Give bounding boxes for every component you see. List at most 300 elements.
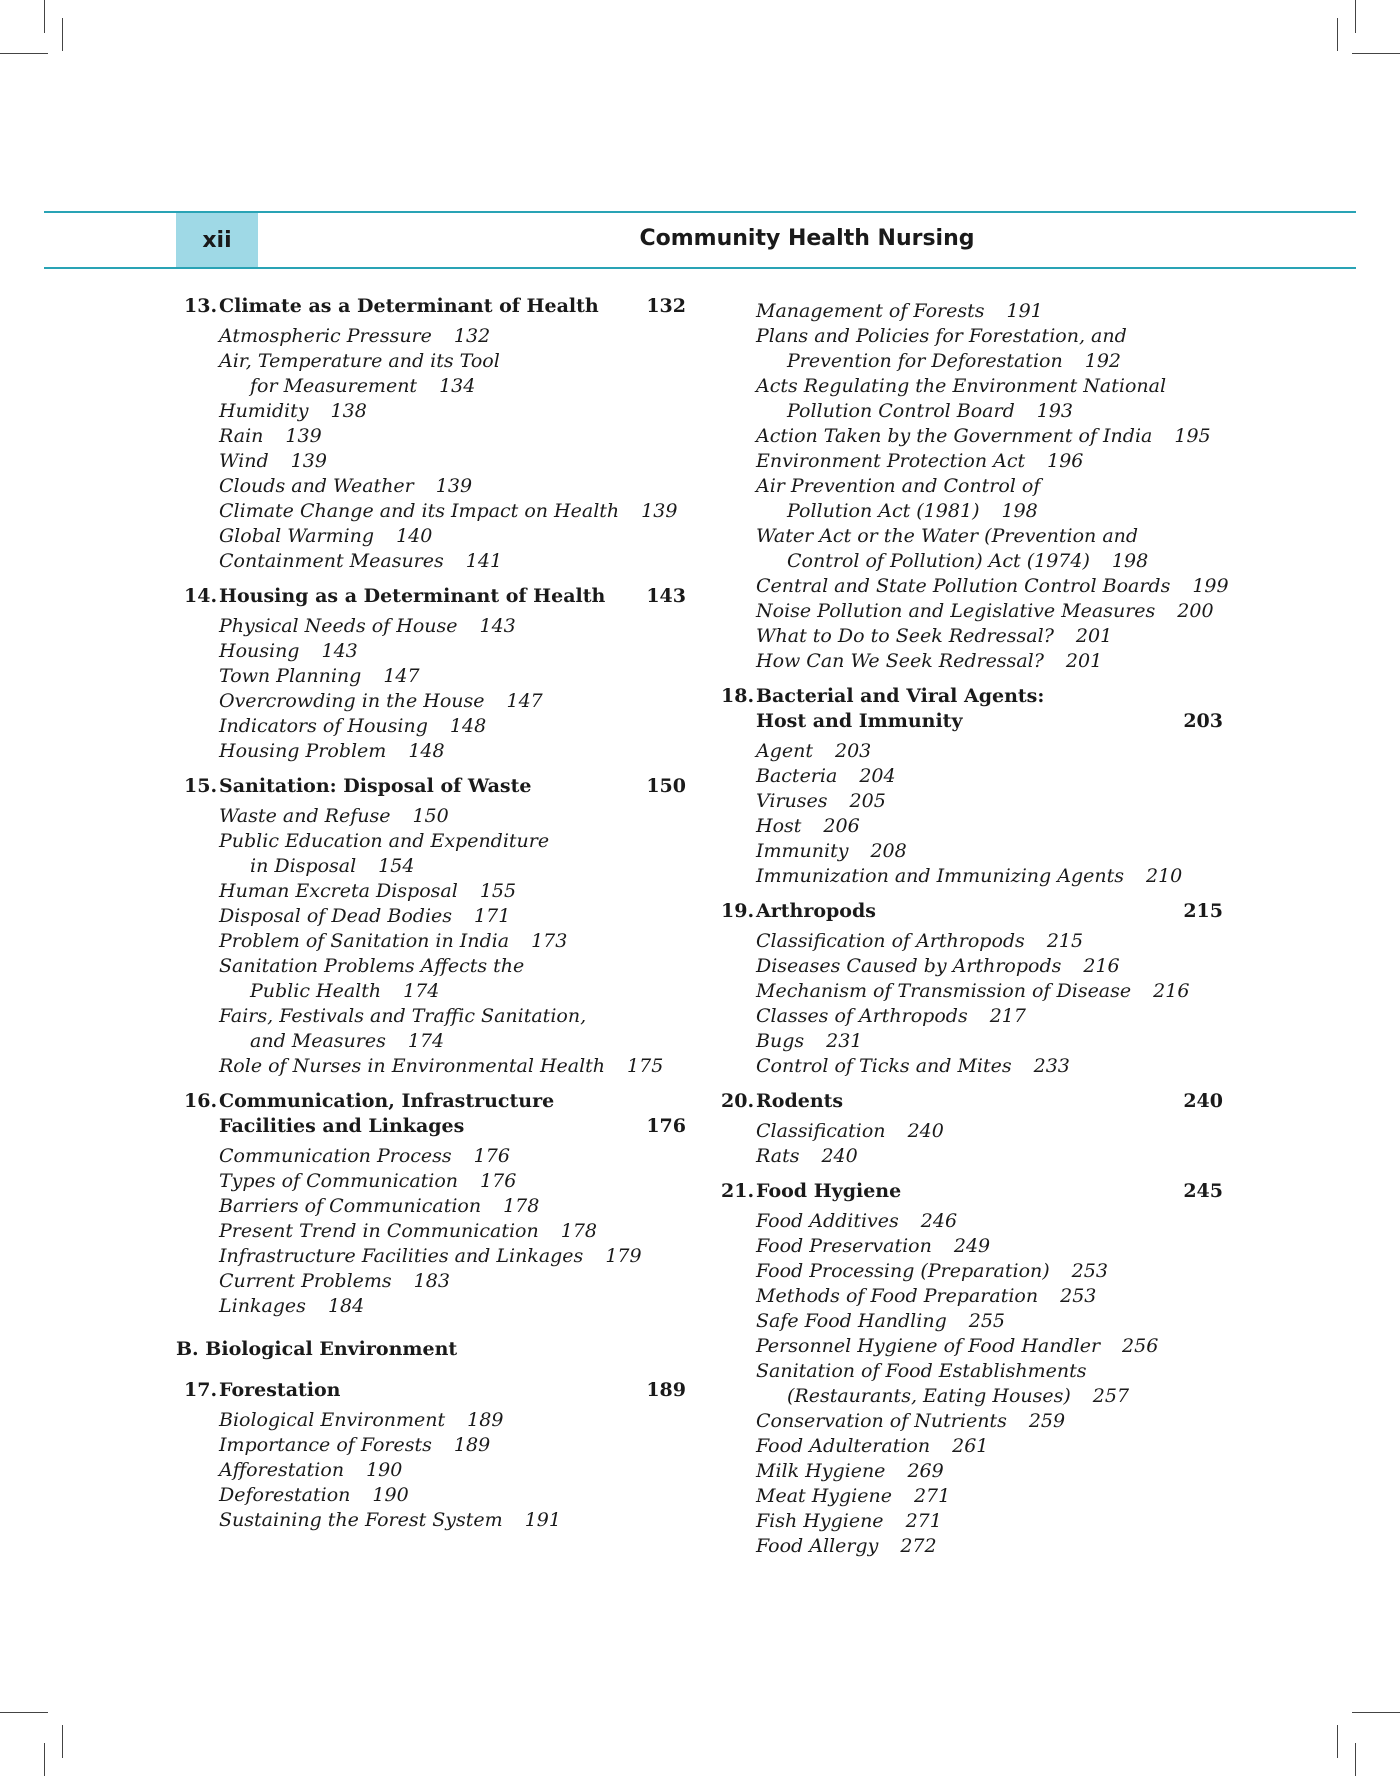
- topic-page-number: 147: [506, 690, 543, 712]
- topic-entry[interactable]: [713, 1509, 1223, 1534]
- topic-page-number: 179: [605, 1245, 642, 1267]
- topic-title: Bugs: [756, 1030, 805, 1052]
- topic-list: [713, 299, 1229, 674]
- chapter-title: Housing as a Determinant of Health: [219, 585, 606, 607]
- topic-page-number: 191: [524, 1509, 561, 1531]
- chapter-page-number: 132: [646, 295, 686, 317]
- topic-title: Deforestation: [219, 1484, 351, 1506]
- topic-page-number: 240: [821, 1145, 858, 1167]
- topic-page-number: 246: [920, 1210, 958, 1232]
- crop-mark: [1355, 1743, 1356, 1776]
- topic-entry[interactable]: [713, 979, 1223, 1004]
- topic-title: and Measures 174: [250, 1030, 445, 1052]
- crop-mark: [1352, 53, 1400, 54]
- topic-page-number: 272: [900, 1535, 937, 1557]
- page-number-box: [176, 213, 258, 267]
- topic-page-number: 198: [1001, 500, 1038, 522]
- topic-title: Housing: [219, 640, 300, 662]
- topic-page-number: 253: [1060, 1285, 1097, 1307]
- topic-title: Viruses: [756, 790, 828, 812]
- topic-list: [713, 1209, 1223, 1559]
- topic-entry[interactable]: [176, 474, 686, 499]
- topic-page-number: 143: [479, 615, 516, 637]
- topic-title: Pollution Act (1981) 198: [787, 500, 1038, 522]
- topic-title: Action Taken by the Government of India: [756, 425, 1153, 447]
- topic-page-number: 206: [823, 815, 860, 837]
- chapter-title: Arthropods: [756, 900, 876, 922]
- topic-entry[interactable]: [713, 1234, 1223, 1259]
- toc-chapter: [713, 1179, 1223, 1559]
- topic-title: Classification of Arthropods: [756, 930, 1025, 952]
- topic-title: Conservation of Nutrients: [756, 1410, 1007, 1432]
- crop-mark: [1355, 0, 1356, 33]
- topic-entry[interactable]: [176, 954, 686, 1004]
- topic-title: Food Adulteration: [756, 1435, 931, 1457]
- toc-chapter: [176, 1378, 686, 1533]
- topic-entry[interactable]: [713, 764, 1223, 789]
- topic-entry[interactable]: [713, 1259, 1223, 1284]
- topic-title: Diseases Caused by Arthropods: [756, 955, 1062, 977]
- toc-left-column: [176, 294, 686, 1543]
- topic-title: Physical Needs of House: [219, 615, 458, 637]
- toc-chapter: [176, 774, 686, 1079]
- topic-entry[interactable]: [176, 739, 686, 764]
- topic-page-number: 201: [1075, 625, 1113, 647]
- topic-list: [713, 1119, 1223, 1169]
- toc-chapter: [713, 899, 1223, 1079]
- topic-page-number: 271: [905, 1510, 942, 1532]
- topic-entry[interactable]: [713, 789, 1223, 814]
- topic-page-number: 148: [449, 715, 487, 737]
- topic-entry[interactable]: [713, 424, 1223, 449]
- topic-title: Problem of Sanitation in India: [219, 930, 510, 952]
- topic-page-number: 154: [378, 855, 415, 877]
- topic-entry[interactable]: [713, 1484, 1223, 1509]
- topic-page-number: 139: [290, 450, 327, 472]
- topic-title: Noise Pollution and Legislative Measures: [756, 600, 1156, 622]
- topic-entry[interactable]: [713, 814, 1223, 839]
- topic-title: Sustaining the Forest System: [219, 1509, 503, 1531]
- topic-entry[interactable]: [176, 1244, 686, 1269]
- topic-title: Infrastructure Facilities and Linkages: [219, 1245, 584, 1267]
- chapter-title: Food Hygiene: [756, 1180, 902, 1202]
- topic-page-number: 189: [467, 1409, 504, 1431]
- topic-page-number: 183: [413, 1270, 450, 1292]
- topic-title: Housing Problem: [219, 740, 387, 762]
- topic-title: Control of Ticks and Mites: [756, 1055, 1012, 1077]
- topic-title: Fairs, Festivals and Traffic Sanitation,: [219, 1005, 587, 1027]
- chapter-page-number: 203: [1183, 710, 1223, 732]
- chapter-heading[interactable]: [713, 684, 1223, 734]
- topic-page-number: 208: [870, 840, 907, 862]
- chapter-heading[interactable]: [176, 1089, 686, 1139]
- topic-entry[interactable]: [176, 1483, 686, 1508]
- topic-entry[interactable]: [713, 929, 1223, 954]
- topic-page-number: 271: [913, 1485, 951, 1507]
- topic-page-number: 139: [641, 500, 678, 522]
- topic-entry[interactable]: [713, 1209, 1223, 1234]
- toc-continuation: [713, 299, 1229, 674]
- topic-title: Current Problems: [219, 1270, 392, 1292]
- topic-entry[interactable]: [713, 1534, 1223, 1559]
- topic-page-number: 205: [849, 790, 886, 812]
- topic-title: Linkages: [219, 1295, 306, 1317]
- crop-mark: [1352, 1712, 1400, 1713]
- crop-mark: [44, 1743, 45, 1776]
- topic-title: Water Act or the Water (Prevention and: [756, 525, 1139, 547]
- topic-title: Fish Hygiene: [756, 1510, 884, 1532]
- topic-entry[interactable]: [713, 739, 1223, 764]
- topic-page-number: 257: [1092, 1385, 1130, 1407]
- topic-title: Safe Food Handling: [756, 1310, 947, 1332]
- topic-title: for Measurement 134: [250, 375, 476, 397]
- topic-page-number: 176: [473, 1145, 510, 1167]
- topic-title: Overcrowding in the House: [219, 690, 485, 712]
- topic-title: (Restaurants, Eating Houses) 257: [787, 1385, 1130, 1407]
- topic-title: Afforestation: [219, 1459, 345, 1481]
- topic-page-number: 249: [953, 1235, 991, 1257]
- chapter-heading[interactable]: [713, 1089, 1223, 1114]
- chapter-page-number: 240: [1183, 1090, 1223, 1112]
- topic-entry[interactable]: [713, 1459, 1223, 1484]
- topic-entry[interactable]: [713, 1284, 1223, 1309]
- topic-page-number: 204: [859, 765, 896, 787]
- topic-page-number: 253: [1071, 1260, 1108, 1282]
- topic-entry[interactable]: [176, 714, 686, 739]
- topic-title: Clouds and Weather: [219, 475, 414, 497]
- topic-entry[interactable]: [176, 829, 686, 879]
- topic-title: Town Planning: [219, 665, 362, 687]
- topic-page-number: 138: [330, 400, 367, 422]
- chapter-heading[interactable]: [176, 1378, 686, 1403]
- topic-title: Meat Hygiene: [756, 1485, 892, 1507]
- toc-chapter: [176, 294, 686, 574]
- toc-right-column: [713, 294, 1229, 1569]
- topic-page-number: 195: [1174, 425, 1211, 447]
- topic-page-number: 139: [285, 425, 322, 447]
- chapter-number: 18.: [721, 685, 755, 707]
- topic-entry[interactable]: [176, 1144, 686, 1169]
- topic-entry[interactable]: [176, 1433, 686, 1458]
- topic-title: Classes of Arthropods: [756, 1005, 968, 1027]
- topic-page-number: 155: [479, 880, 517, 902]
- topic-page-number: 216: [1083, 955, 1120, 977]
- topic-list: [176, 1408, 686, 1533]
- topic-title: Present Trend in Communication: [219, 1220, 539, 1242]
- topic-entry[interactable]: [176, 879, 686, 904]
- topic-entry[interactable]: [176, 1054, 686, 1079]
- topic-title: Barriers of Communication: [219, 1195, 482, 1217]
- topic-page-number: 259: [1028, 1410, 1066, 1432]
- topic-entry[interactable]: [713, 574, 1229, 599]
- topic-page-number: 210: [1146, 865, 1183, 887]
- topic-list: [176, 324, 686, 574]
- topic-page-number: 193: [1036, 400, 1073, 422]
- topic-entry[interactable]: [176, 424, 686, 449]
- topic-page-number: 141: [465, 550, 503, 572]
- topic-title: Human Excreta Disposal: [219, 880, 458, 902]
- topic-page-number: 198: [1111, 550, 1149, 572]
- topic-title: Role of Nurses in Environmental Health: [219, 1055, 606, 1077]
- topic-title: Central and State Pollution Control Boards: [756, 575, 1171, 597]
- book-title: Community Health Nursing: [639, 226, 975, 251]
- chapter-heading[interactable]: [713, 1179, 1223, 1204]
- topic-title: Public Health 174: [250, 980, 440, 1002]
- topic-page-number: 173: [531, 930, 568, 952]
- topic-entry[interactable]: [713, 1054, 1223, 1079]
- topic-title: Management of Forests: [756, 300, 985, 322]
- topic-entry[interactable]: [176, 499, 686, 524]
- chapter-heading[interactable]: [176, 584, 686, 609]
- topic-entry[interactable]: [713, 374, 1223, 424]
- toc-chapter: [713, 1089, 1223, 1169]
- topic-title: Rain: [219, 425, 264, 447]
- topic-page-number: 233: [1033, 1055, 1070, 1077]
- topic-page-number: 192: [1084, 350, 1121, 372]
- topic-list: [713, 739, 1223, 889]
- topic-title: Humidity: [219, 400, 309, 422]
- chapter-title: Rodents: [756, 1090, 844, 1112]
- topic-page-number: 191: [1006, 300, 1043, 322]
- topic-title: Prevention for Deforestation 192: [787, 350, 1121, 372]
- topic-entry[interactable]: [176, 614, 686, 639]
- topic-page-number: 196: [1047, 450, 1084, 472]
- chapter-number: 19.: [721, 900, 755, 922]
- topic-title: Containment Measures: [219, 550, 444, 572]
- chapter-heading[interactable]: [176, 774, 686, 799]
- topic-entry[interactable]: [713, 1029, 1223, 1054]
- topic-title: What to Do to Seek Redressal?: [756, 625, 1054, 647]
- topic-entry[interactable]: [176, 689, 686, 714]
- crop-mark: [62, 18, 63, 51]
- topic-entry[interactable]: [713, 299, 1223, 324]
- chapter-title: Sanitation: Disposal of Waste: [219, 775, 532, 797]
- crop-mark: [0, 53, 48, 54]
- topic-page-number: 216: [1153, 980, 1190, 1002]
- topic-title: Climate Change and its Impact on Health: [219, 500, 620, 522]
- topic-entry[interactable]: [176, 664, 686, 689]
- topic-page-number: 178: [503, 1195, 540, 1217]
- topic-page-number: 150: [412, 805, 449, 827]
- topic-title: Biological Environment: [219, 1409, 446, 1431]
- crop-mark: [1337, 18, 1338, 51]
- topic-entry[interactable]: [713, 1144, 1223, 1169]
- topic-page-number: 261: [952, 1435, 989, 1457]
- topic-title: Bacteria: [756, 765, 838, 787]
- topic-title: Acts Regulating the Environment National: [756, 375, 1167, 397]
- crop-mark: [1337, 1725, 1338, 1758]
- toc-chapter: [713, 684, 1223, 889]
- topic-page-number: 174: [407, 1030, 445, 1052]
- chapter-title: Host and Immunity: [756, 710, 963, 732]
- topic-page-number: 269: [907, 1460, 944, 1482]
- topic-title: Disposal of Dead Bodies: [219, 905, 453, 927]
- topic-title: Indicators of Housing: [219, 715, 428, 737]
- topic-entry[interactable]: [713, 1334, 1223, 1359]
- topic-title: Environment Protection Act: [756, 450, 1026, 472]
- topic-list: [176, 1144, 686, 1319]
- chapter-number: 21.: [721, 1180, 755, 1202]
- chapter-title: Facilities and Linkages: [219, 1115, 465, 1137]
- chapter-title: Forestation: [219, 1379, 341, 1401]
- topic-entry[interactable]: [176, 449, 686, 474]
- topic-title: Rats: [756, 1145, 800, 1167]
- topic-title: Food Additives: [756, 1210, 899, 1232]
- topic-title: Immunity: [756, 840, 849, 862]
- section-heading: B. Biological Environment: [176, 1338, 458, 1360]
- topic-title: Types of Communication: [219, 1170, 459, 1192]
- topic-title: Food Preservation: [756, 1235, 932, 1257]
- topic-title: Mechanism of Transmission of Disease: [756, 980, 1132, 1002]
- topic-entry[interactable]: [713, 324, 1223, 374]
- chapter-number: 16.: [184, 1090, 218, 1112]
- chapter-heading[interactable]: [176, 294, 686, 319]
- topic-page-number: 255: [968, 1310, 1005, 1332]
- topic-entry[interactable]: [176, 929, 686, 954]
- chapter-page-number: 176: [646, 1115, 686, 1137]
- topic-entry[interactable]: [713, 1434, 1223, 1459]
- topic-entry[interactable]: [176, 1294, 686, 1319]
- topic-page-number: 140: [396, 525, 433, 547]
- topic-entry[interactable]: [176, 1508, 686, 1533]
- topic-entry[interactable]: [713, 449, 1223, 474]
- topic-entry[interactable]: [713, 1359, 1223, 1409]
- topic-list: [176, 614, 686, 764]
- topic-entry[interactable]: [176, 524, 686, 549]
- topic-entry[interactable]: [713, 599, 1223, 624]
- topic-entry[interactable]: [713, 1119, 1223, 1144]
- topic-title: Sanitation Problems Affects the: [219, 955, 525, 977]
- topic-title: in Disposal 154: [250, 855, 415, 877]
- topic-page-number: 217: [989, 1005, 1026, 1027]
- topic-page-number: 147: [383, 665, 420, 687]
- topic-title: Milk Hygiene: [756, 1460, 886, 1482]
- topic-entry[interactable]: [176, 1219, 686, 1244]
- topic-page-number: 199: [1192, 575, 1229, 597]
- topic-page-number: 148: [408, 740, 445, 762]
- chapter-number: 15.: [184, 775, 218, 797]
- crop-mark: [62, 1725, 63, 1758]
- chapter-title: Bacterial and Viral Agents:: [756, 685, 1045, 707]
- topic-page-number: 190: [366, 1459, 403, 1481]
- topic-page-number: 256: [1122, 1335, 1159, 1357]
- topic-entry[interactable]: [713, 624, 1223, 649]
- topic-title: Plans and Policies for Forestation, and: [756, 325, 1127, 347]
- topic-title: Air Prevention and Control of: [756, 475, 1041, 497]
- topic-entry[interactable]: [176, 1269, 686, 1294]
- topic-entry[interactable]: [176, 399, 686, 424]
- topic-page-number: 143: [321, 640, 358, 662]
- topic-entry[interactable]: [713, 649, 1223, 674]
- topic-entry[interactable]: [176, 904, 686, 929]
- topic-title: Waste and Refuse: [219, 805, 391, 827]
- topic-entry[interactable]: [176, 349, 686, 399]
- topic-page-number: 184: [327, 1295, 365, 1317]
- topic-title: Food Allergy: [756, 1535, 879, 1557]
- topic-title: Importance of Forests: [219, 1434, 432, 1456]
- topic-page-number: 231: [826, 1030, 863, 1052]
- topic-entry[interactable]: [713, 1004, 1223, 1029]
- topic-title: Agent: [756, 740, 813, 762]
- chapter-title: Communication, Infrastructure: [219, 1090, 555, 1112]
- chapter-page-number: 189: [646, 1379, 686, 1401]
- chapter-title: Climate as a Determinant of Health: [219, 295, 599, 317]
- topic-entry[interactable]: [176, 1004, 686, 1054]
- topic-page-number: 175: [627, 1055, 664, 1077]
- chapter-number: 17.: [184, 1379, 218, 1401]
- topic-page-number: 203: [835, 740, 872, 762]
- chapter-number: 20.: [721, 1090, 755, 1112]
- topic-page-number: 134: [439, 375, 476, 397]
- topic-entry[interactable]: [713, 839, 1223, 864]
- toc-chapter: [176, 1089, 686, 1319]
- topic-list: [713, 929, 1223, 1079]
- crop-mark: [44, 0, 45, 33]
- chapter-page-number: 150: [646, 775, 686, 797]
- topic-list: [176, 804, 686, 1079]
- topic-entry[interactable]: [176, 804, 686, 829]
- page-number: xii: [202, 227, 232, 253]
- topic-entry[interactable]: [176, 324, 686, 349]
- topic-page-number: 176: [480, 1170, 517, 1192]
- chapter-page-number: 215: [1183, 900, 1223, 922]
- topic-page-number: 171: [474, 905, 511, 927]
- topic-page-number: 189: [453, 1434, 491, 1456]
- chapter-heading[interactable]: [713, 899, 1223, 924]
- topic-title: Sanitation of Food Establishments: [756, 1360, 1087, 1382]
- topic-entry[interactable]: [713, 954, 1223, 979]
- topic-title: Control of Pollution) Act (1974) 198: [787, 550, 1149, 572]
- chapter-page-number: 245: [1183, 1180, 1223, 1202]
- topic-entry[interactable]: [713, 474, 1223, 524]
- topic-title: Personnel Hygiene of Food Handler: [756, 1335, 1101, 1357]
- topic-title: Pollution Control Board 193: [787, 400, 1073, 422]
- topic-page-number: 240: [907, 1120, 944, 1142]
- topic-title: Host: [756, 815, 802, 837]
- topic-title: Food Processing (Preparation): [756, 1260, 1050, 1282]
- topic-entry[interactable]: [176, 1169, 686, 1194]
- topic-title: Air, Temperature and its Tool: [219, 350, 500, 372]
- topic-title: Communication Process: [219, 1145, 452, 1167]
- topic-entry[interactable]: [176, 1408, 686, 1433]
- topic-page-number: 200: [1177, 600, 1214, 622]
- topic-title: Classification: [756, 1120, 886, 1142]
- topic-title: Public Education and Expenditure: [219, 830, 550, 852]
- topic-page-number: 178: [560, 1220, 597, 1242]
- topic-entry[interactable]: [176, 1194, 686, 1219]
- topic-page-number: 201: [1065, 650, 1103, 672]
- topic-page-number: 132: [453, 325, 491, 347]
- topic-page-number: 139: [435, 475, 473, 497]
- topic-entry[interactable]: [713, 1309, 1223, 1334]
- topic-title: Immunization and Immunizing Agents: [756, 865, 1124, 887]
- topic-entry[interactable]: [713, 864, 1223, 889]
- header-rule-bottom: [44, 267, 1356, 269]
- chapter-number: 13.: [184, 295, 218, 317]
- chapter-page-number: 143: [646, 585, 686, 607]
- topic-entry[interactable]: [713, 524, 1223, 574]
- crop-mark: [0, 1712, 48, 1713]
- topic-title: Global Warming: [219, 525, 375, 547]
- topic-entry[interactable]: [176, 1458, 686, 1483]
- topic-page-number: 215: [1046, 930, 1084, 952]
- topic-title: Wind: [219, 450, 269, 472]
- topic-entry[interactable]: [176, 549, 686, 574]
- topic-entry[interactable]: [176, 639, 686, 664]
- topic-entry[interactable]: [713, 1409, 1223, 1434]
- topic-title: Methods of Food Preparation: [756, 1285, 1039, 1307]
- toc-chapter: [176, 584, 686, 764]
